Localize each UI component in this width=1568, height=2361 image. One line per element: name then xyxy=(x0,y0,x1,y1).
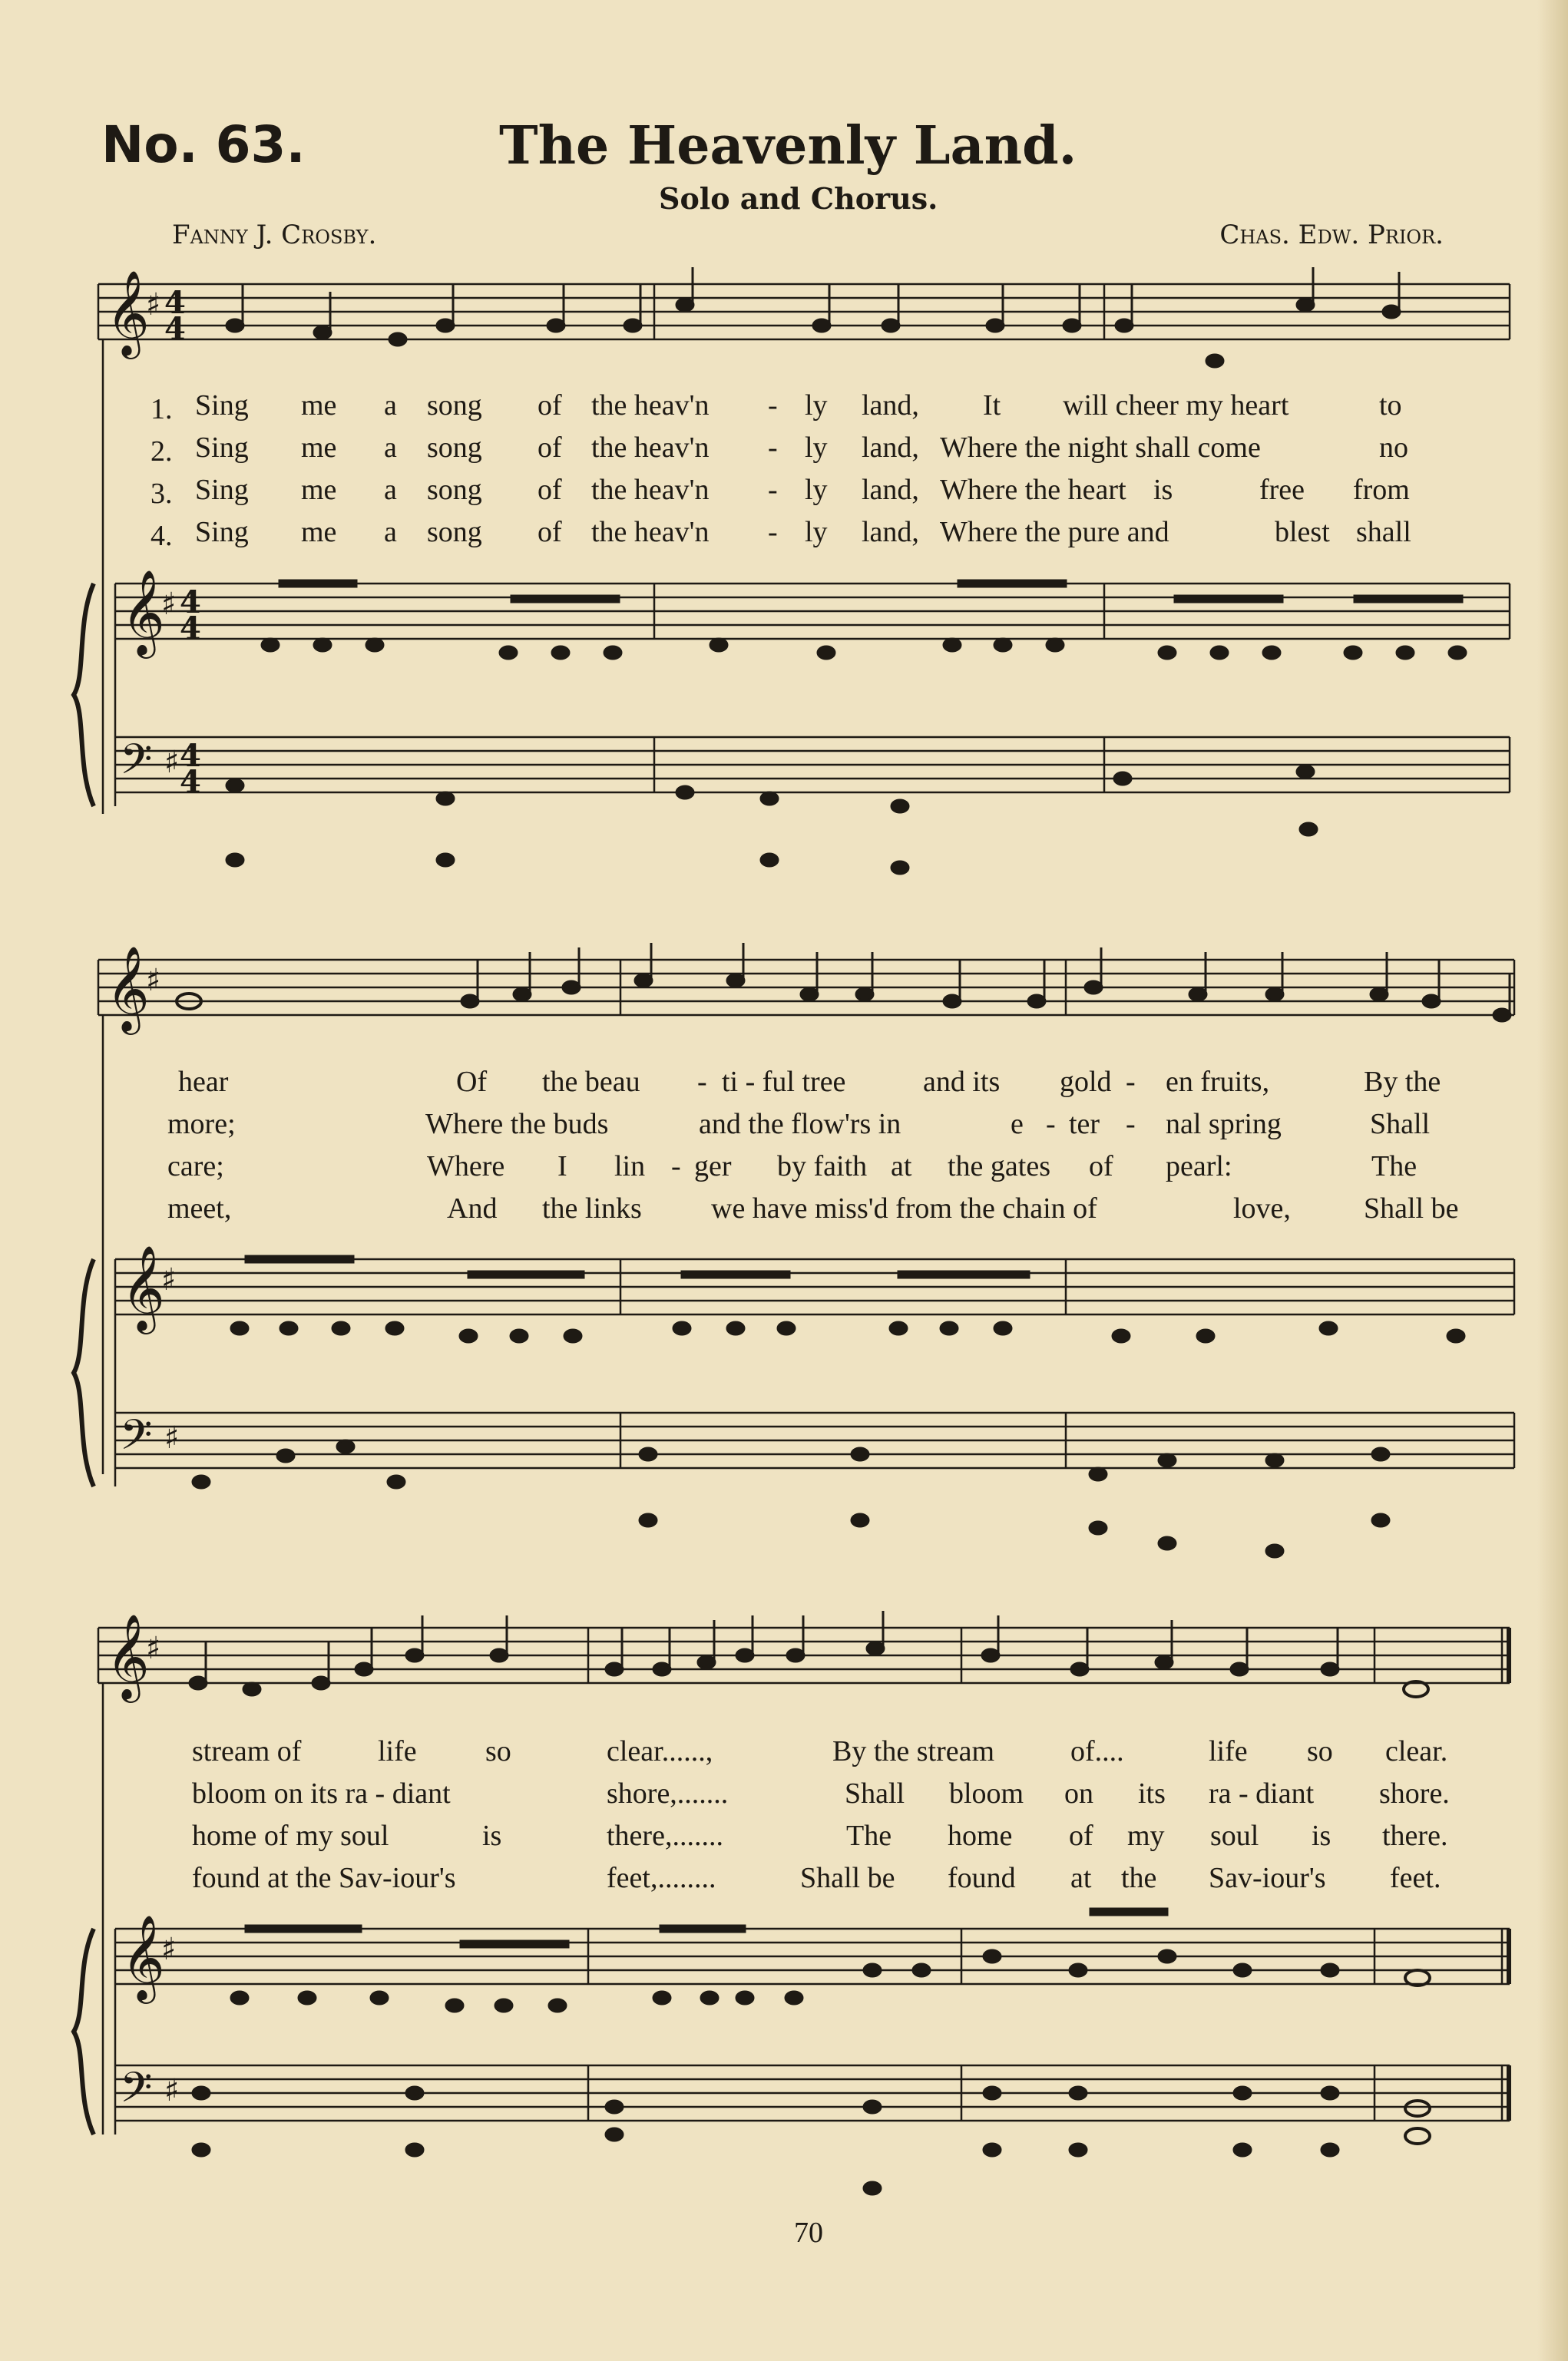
svg-text:♯: ♯ xyxy=(161,587,177,622)
lyric-syllable: - xyxy=(768,389,778,422)
verse-number: 4. xyxy=(151,520,173,552)
notes-2 xyxy=(177,943,1510,1557)
svg-text:♯: ♯ xyxy=(146,1631,161,1666)
lyric-syllable: e xyxy=(1011,1108,1024,1140)
hymn-title: The Heavenly Land. xyxy=(499,115,1077,177)
lyric-syllable: I xyxy=(557,1150,567,1182)
chorus-treble-staff-2 xyxy=(115,1259,1514,1486)
svg-text:4: 4 xyxy=(180,610,201,646)
lyric-syllable: ter xyxy=(1069,1108,1100,1140)
lyric-syllable: Sing xyxy=(195,432,249,464)
treble-clef-icon: 𝄞 xyxy=(106,945,150,1031)
lyric-syllable: the heav'n xyxy=(591,516,710,548)
svg-text:♯: ♯ xyxy=(164,745,180,780)
lyric-syllable: - xyxy=(1046,1108,1056,1140)
lyric-syllable: land, xyxy=(862,516,919,548)
lyric-syllable: and its xyxy=(923,1066,1001,1098)
lyric-syllable: and the flow'rs in xyxy=(699,1108,901,1140)
chorus-bass-staff-2 xyxy=(115,1413,1514,1468)
bass-clef-icon: 𝄢 xyxy=(120,2063,153,2122)
lyric-syllable: a xyxy=(384,474,397,506)
lyric-syllable: so xyxy=(485,1735,511,1767)
hymn-subtitle: Solo and Chorus. xyxy=(659,181,938,216)
lyric-syllable: - xyxy=(768,474,778,506)
svg-text:4: 4 xyxy=(180,764,201,800)
lyric-syllable: - xyxy=(1126,1108,1136,1140)
lyric-syllable: so xyxy=(1307,1735,1333,1767)
lyric-syllable: the beau xyxy=(542,1066,640,1098)
lyric-syllable: my xyxy=(1127,1820,1165,1852)
lyric-syllable: ra - diant xyxy=(1209,1777,1315,1810)
lyric-syllable: nal spring xyxy=(1166,1108,1282,1140)
lyric-syllable: from xyxy=(1353,474,1410,506)
lyric-syllable: hear xyxy=(178,1066,229,1098)
lyric-syllable: is xyxy=(1153,474,1173,506)
bass-clef-icon: 𝄢 xyxy=(120,1410,153,1470)
treble-clef-icon: 𝄞 xyxy=(121,1914,165,2000)
verse-number: 3. xyxy=(151,478,173,510)
svg-text:4: 4 xyxy=(164,311,186,347)
lyric-syllable: will cheer my heart xyxy=(1063,389,1289,422)
lyric-syllable: - xyxy=(671,1150,681,1182)
lyric-syllable: the heav'n xyxy=(591,389,710,422)
solo-staff-1 xyxy=(98,284,1510,814)
lyric-syllable: soul xyxy=(1210,1820,1259,1852)
treble-clef-icon: 𝄞 xyxy=(121,1245,165,1331)
lyric-syllable: ly xyxy=(805,432,828,464)
lyric-syllable: song xyxy=(427,432,482,464)
lyric-syllable: shore,....... xyxy=(607,1777,729,1810)
lyric-syllable: more; xyxy=(167,1108,236,1140)
svg-text:♯: ♯ xyxy=(146,963,161,998)
lyric-syllable: - xyxy=(697,1066,707,1098)
score-system-3 xyxy=(0,1605,1568,2204)
chorus-treble-staff-3 xyxy=(115,1929,1511,2134)
lyric-syllable: By the stream xyxy=(832,1735,995,1767)
lyric-syllable: Where xyxy=(427,1150,505,1182)
lyric-syllable: at xyxy=(891,1150,912,1182)
lyric-syllable: of xyxy=(538,389,562,422)
lyric-syllable: of xyxy=(538,474,562,506)
lyric-syllable: is xyxy=(482,1820,502,1852)
hymn-number: No. 63. xyxy=(101,115,306,174)
lyric-syllable: Where the buds xyxy=(425,1108,609,1140)
lyric-syllable: the links xyxy=(542,1192,642,1225)
lyric-syllable: life xyxy=(378,1735,417,1767)
lyric-syllable: It xyxy=(983,389,1001,422)
lyric-syllable: Where the heart xyxy=(940,474,1126,506)
lyric-syllable: the xyxy=(1121,1862,1157,1894)
lyric-syllable: land, xyxy=(862,389,919,422)
verse-numbers-1 xyxy=(151,389,173,557)
lyric-syllable: there. xyxy=(1382,1820,1448,1852)
lyric-syllable: we have miss'd from the chain of xyxy=(711,1192,1097,1225)
lyric-syllable: bloom on its ra - diant xyxy=(192,1777,451,1810)
lyric-syllable: Sing xyxy=(195,389,249,422)
lyric-syllable: The xyxy=(1371,1150,1417,1182)
page-number: 70 xyxy=(794,2217,823,2249)
lyric-syllable: land, xyxy=(862,432,919,464)
lyric-syllable: me xyxy=(301,389,337,422)
treble-clef-icon: 𝄞 xyxy=(121,569,165,655)
lyric-syllable: en fruits, xyxy=(1166,1066,1270,1098)
lyric-syllable: no xyxy=(1379,432,1408,464)
svg-text:4: 4 xyxy=(164,285,186,321)
lyric-syllable: song xyxy=(427,389,482,422)
lyric-syllable: song xyxy=(427,474,482,506)
lyric-syllable: Shall be xyxy=(1364,1192,1459,1225)
lyric-syllable: And xyxy=(447,1192,498,1225)
lyric-syllable: of xyxy=(1089,1150,1113,1182)
svg-text:♯: ♯ xyxy=(146,287,161,322)
lyric-syllable: clear. xyxy=(1385,1735,1448,1767)
lyric-syllable: home xyxy=(948,1820,1013,1852)
verse-number: 2. xyxy=(151,435,173,468)
lyric-syllable: song xyxy=(427,516,482,548)
lyric-syllable: found at the Sav-iour's xyxy=(192,1862,456,1894)
lyric-syllable: me xyxy=(301,474,337,506)
lyric-syllable: blest xyxy=(1275,516,1330,548)
lyric-syllable: the heav'n xyxy=(591,474,710,506)
lyric-syllable: By the xyxy=(1364,1066,1441,1098)
score-system-2 xyxy=(0,937,1568,1566)
lyric-syllable: The xyxy=(846,1820,892,1852)
lyric-syllable: of xyxy=(538,516,562,548)
lyric-syllable: ti - ful tree xyxy=(722,1066,846,1098)
lyric-syllable: Shall xyxy=(1370,1108,1431,1140)
lyric-syllable: Shall xyxy=(845,1777,905,1810)
lyric-syllable: ly xyxy=(805,474,828,506)
lyric-syllable: lin xyxy=(614,1150,646,1182)
lyric-syllable: home of my soul xyxy=(192,1820,389,1852)
treble-clef-icon: 𝄞 xyxy=(106,1613,150,1699)
lyric-syllable: gold xyxy=(1060,1066,1112,1098)
svg-text:4: 4 xyxy=(180,738,201,774)
clefs-and-signatures-3 xyxy=(106,1613,179,2122)
score-system-1 xyxy=(0,261,1568,891)
lyric-syllable: is xyxy=(1312,1820,1331,1852)
lyric-syllable: me xyxy=(301,432,337,464)
lyric-syllable: by faith xyxy=(777,1150,868,1182)
verse-number: 1. xyxy=(151,393,173,425)
treble-clef-icon: 𝄞 xyxy=(106,269,150,355)
lyric-syllable: clear......, xyxy=(607,1735,713,1767)
lyric-syllable: ly xyxy=(805,516,828,548)
lyric-syllable: love, xyxy=(1233,1192,1291,1225)
lyric-syllable: of.... xyxy=(1070,1735,1124,1767)
lyric-syllable: Sing xyxy=(195,516,249,548)
brace-2 xyxy=(74,1259,94,1486)
lyric-syllable: Where the pure and xyxy=(940,516,1169,548)
lyric-syllable: care; xyxy=(167,1150,224,1182)
svg-text:♯: ♯ xyxy=(161,1262,177,1298)
lyric-syllable: a xyxy=(384,432,397,464)
lyric-syllable: feet,........ xyxy=(607,1862,716,1894)
lyric-syllable: Where the night shall come xyxy=(940,432,1261,464)
lyric-syllable: of xyxy=(538,432,562,464)
lyric-syllable: the heav'n xyxy=(591,432,710,464)
svg-text:♯: ♯ xyxy=(161,1932,177,1967)
lyric-syllable: the gates xyxy=(948,1150,1051,1182)
lyric-syllable: - xyxy=(768,432,778,464)
lyric-syllable: life xyxy=(1209,1735,1248,1767)
lyric-syllable: Shall be xyxy=(800,1862,895,1894)
lyric-syllable: there,....... xyxy=(607,1820,723,1852)
lyric-syllable: at xyxy=(1070,1862,1092,1894)
composer-credit: Chas. Edw. Prior. xyxy=(1219,220,1444,250)
chorus-bass-staff-1 xyxy=(115,737,1510,792)
lyric-syllable: of xyxy=(1069,1820,1093,1852)
lyric-syllable: a xyxy=(384,389,397,422)
chorus-bass-staff-3 xyxy=(115,2065,1511,2121)
lyric-syllable: - xyxy=(768,516,778,548)
lyric-syllable: found xyxy=(948,1862,1016,1894)
lyric-syllable: to xyxy=(1379,389,1402,422)
lyric-syllable: meet, xyxy=(167,1192,232,1225)
lyric-syllable: a xyxy=(384,516,397,548)
svg-text:♯: ♯ xyxy=(164,2073,180,2108)
brace-1 xyxy=(74,584,94,806)
lyric-syllable: land, xyxy=(862,474,919,506)
svg-text:♯: ♯ xyxy=(164,1420,180,1456)
lyric-syllable: Sav-iour's xyxy=(1209,1862,1326,1894)
lyric-syllable: stream of xyxy=(192,1735,302,1767)
lyric-syllable: free xyxy=(1259,474,1305,506)
poet-credit: Fanny J. Crosby. xyxy=(172,220,377,250)
lyric-syllable: on xyxy=(1064,1777,1093,1810)
bass-clef-icon: 𝄢 xyxy=(120,735,153,794)
lyric-syllable: bloom xyxy=(949,1777,1024,1810)
lyric-syllable: shall xyxy=(1356,516,1411,548)
lyric-syllable: feet. xyxy=(1390,1862,1441,1894)
svg-text:4: 4 xyxy=(180,584,201,620)
lyric-syllable: ger xyxy=(694,1150,732,1182)
lyric-syllable: shore. xyxy=(1379,1777,1450,1810)
lyric-syllable: me xyxy=(301,516,337,548)
lyric-syllable: its xyxy=(1138,1777,1166,1810)
lyric-syllable: pearl: xyxy=(1166,1150,1232,1182)
notes-1 xyxy=(227,267,1466,874)
lyric-syllable: Of xyxy=(456,1066,488,1098)
lyric-syllable: Sing xyxy=(195,474,249,506)
lyric-syllable: - xyxy=(1126,1066,1136,1098)
lyric-syllable: ly xyxy=(805,389,828,422)
brace-3 xyxy=(74,1929,94,2134)
